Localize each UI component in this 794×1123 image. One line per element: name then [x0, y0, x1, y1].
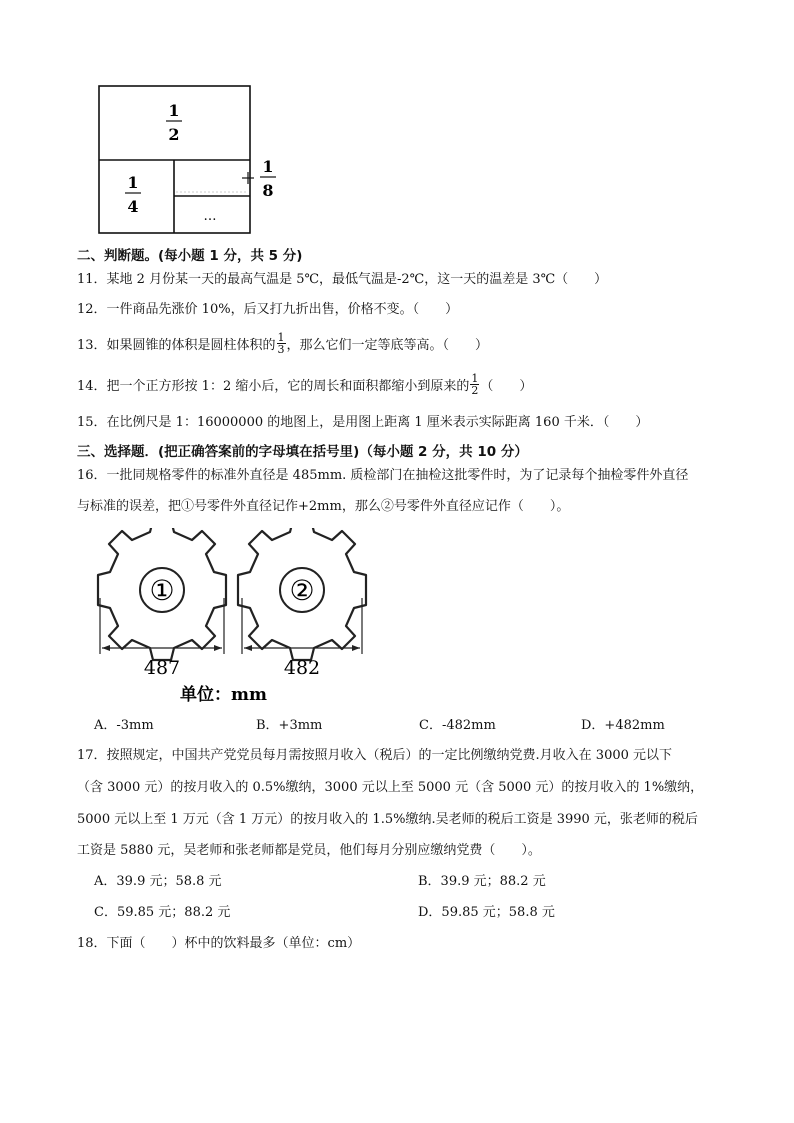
frac-eighth-num: 1 — [262, 157, 274, 176]
gears-figure — [92, 528, 372, 708]
question-18: 18．下面（ ）杯中的饮料最多（单位：cm） — [77, 936, 361, 951]
gear-2-label: ② — [289, 574, 315, 607]
question-16-line1: 16．一批同规格零件的标准外直径是 485mm. 质检部门在抽检这批零件时，为了记录每个抽检零件外直径 — [77, 468, 689, 483]
gear-unit: 单位：mm — [180, 685, 267, 705]
gear-1-label: ① — [149, 574, 175, 607]
frac-quarter-num: 1 — [127, 173, 139, 192]
question-16-line2: 与标准的误差，把①号零件外直径记作+2mm，那么②号零件外直径应记作（ ）。 — [77, 499, 570, 514]
frac-quarter-den: 4 — [127, 197, 139, 216]
q16-option-d: D．+482mm — [581, 718, 665, 733]
frac-ellipsis: … — [203, 209, 217, 224]
fraction-diagram — [90, 80, 290, 240]
q13-text-b: ，那么它们一定等底等高。（ ） — [286, 338, 489, 353]
q13-fraction — [277, 332, 286, 355]
q13-text-a: 13．如果圆锥的体积是圆柱体积的 — [77, 338, 276, 353]
q16-option-b: B．+3mm — [256, 718, 323, 733]
frac-half-den: 2 — [168, 125, 180, 144]
section3-title: 三、选择题．(把正确答案前的字母填在括号里)（每小题 2 分，共 10 分） — [77, 444, 528, 460]
question-17-line4: 工资是 5880 元，吴老师和张老师都是党员，他们每月分别应缴纳党费（ ）。 — [77, 843, 541, 858]
q14-text-a: 14．把一个正方形按 1：2 缩小后，它的周长和面积都缩小到原来的 — [77, 379, 470, 394]
question-13 — [77, 331, 489, 357]
question-12: 12．一件商品先涨价 10%，后又打九折出售，价格不变。（ ） — [77, 302, 459, 317]
q16-option-c: C．-482mm — [419, 718, 496, 733]
gear-2-size: 482 — [283, 657, 321, 679]
q17-option-a: A．39.9 元；58.8 元 — [94, 874, 222, 889]
q14-frac-num: 1 — [471, 372, 479, 385]
section2-title: 二、判断题。(每小题 1 分，共 5 分) — [77, 248, 303, 264]
question-17-line1: 17．按照规定，中国共产党党员每月需按照月收入（税后）的一定比例缴纳党费.月收入在 3000 元以下 — [77, 748, 673, 763]
q14-fraction — [470, 373, 479, 396]
question-14 — [77, 372, 533, 398]
q17-option-b: B．39.9 元；88.2 元 — [418, 874, 546, 889]
gear-1-size: 487 — [143, 657, 181, 679]
q17-option-d: D．59.85 元；58.8 元 — [418, 905, 555, 920]
question-11: 11．某地 2 月份某一天的最高气温是 5℃，最低气温是-2℃，这一天的温差是 3℃（ ） — [77, 272, 608, 287]
q17-option-c: C．59.85 元；88.2 元 — [94, 905, 231, 920]
q16-option-a: A．-3mm — [94, 718, 154, 733]
frac-eighth-den: 8 — [262, 181, 274, 200]
question-17-line2: （含 3000 元）的按月收入的 0.5%缴纳，3000 元以上至 5000 元（含 5000 元）的按月收入的 1%缴纳， — [77, 780, 704, 795]
question-17-line3: 5000 元以上至 1 万元（含 1 万元）的按月收入的 1.5%缴纳.吴老师的税后工资是 3990 元，张老师的税后 — [77, 812, 698, 827]
q14-text-b: （ ） — [480, 379, 533, 394]
q14-frac-den: 2 — [471, 384, 479, 397]
question-15: 15．在比例尺是 1：16000000 的地图上，是用图上距离 1 厘米表示实际距离 160 千米．（ ） — [77, 415, 649, 430]
q13-frac-den: 3 — [277, 343, 285, 356]
q13-frac-num: 1 — [277, 331, 285, 344]
frac-half-num: 1 — [168, 101, 180, 120]
